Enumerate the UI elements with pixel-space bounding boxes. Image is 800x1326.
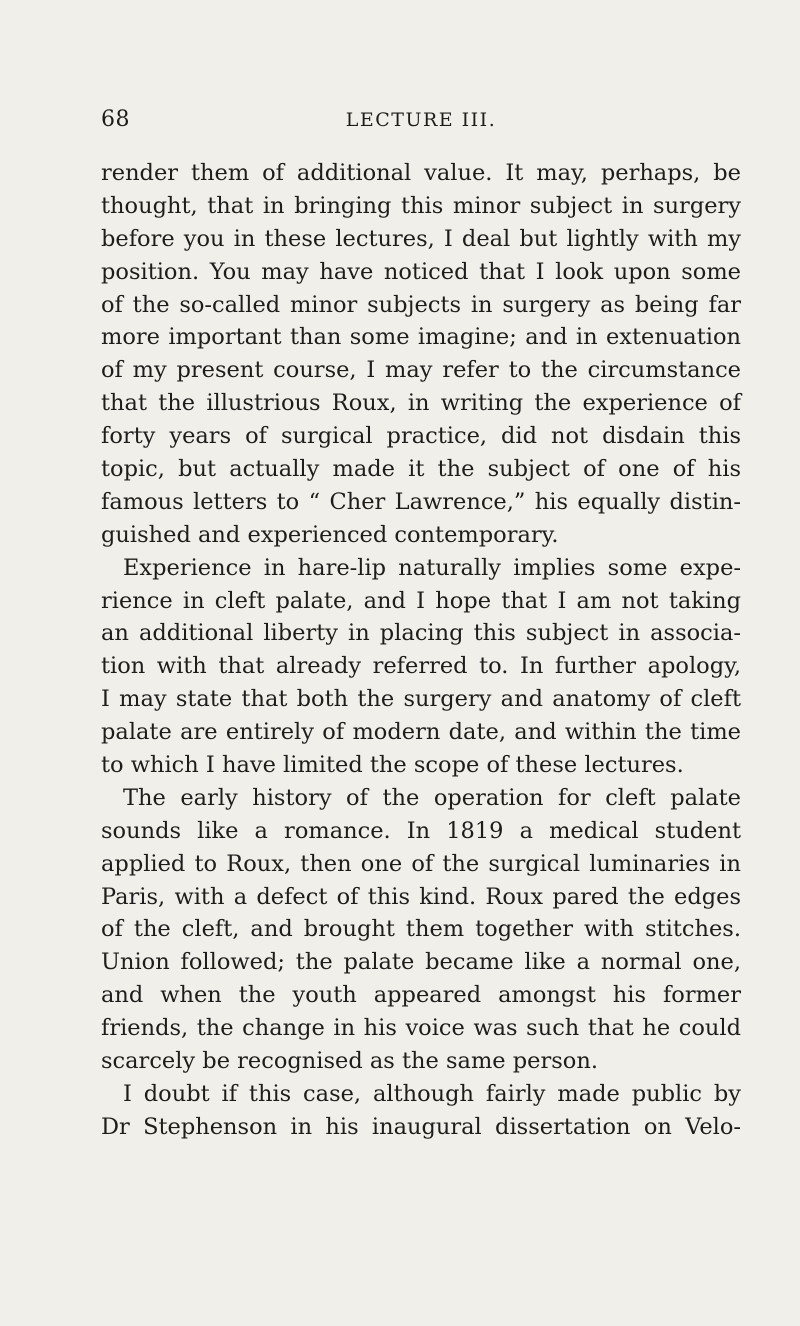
text-line: that the illustrious Roux, in writing the experience of <box>101 390 741 417</box>
text-line: Dr Stephenson in his inaugural dissertation on Velo- <box>101 1113 741 1140</box>
text-line: I may state that both the surgery and anatomy of cleft <box>101 686 741 713</box>
text-line: I doubt if this case, although fairly made public by <box>123 1080 741 1107</box>
body-text <box>101 157 741 1144</box>
text-line: position. You may have noticed that I look upon some <box>101 258 741 285</box>
text-line: forty years of surgical practice, did not disdain this <box>101 423 741 450</box>
text-line: scarcely be recognised as the same person. <box>101 1048 598 1075</box>
text-line: palate are entirely of modern date, and within the time <box>101 719 741 746</box>
text-line: Paris, with a defect of this kind. Roux pared the edges <box>101 883 741 910</box>
text-line: an additional liberty in placing this subject in associa- <box>101 620 741 647</box>
text-line: topic, but actually made it the subject of one of his <box>101 456 741 483</box>
text-line: The early history of the operation for cleft palate <box>123 784 741 811</box>
text-line: famous letters to “ Cher Lawrence,” his equally distin- <box>101 488 741 515</box>
text-line: of my present course, I may refer to the circumstance <box>101 357 741 384</box>
running-title: LECTURE III. <box>345 109 497 131</box>
text-line: tion with that already referred to. In further apology, <box>101 653 741 680</box>
text-line: rience in cleft palate, and I hope that I am not taking <box>101 587 741 614</box>
text-line: more important than some imagine; and in extenuation <box>101 324 741 351</box>
text-line: friends, the change in his voice was such that he could <box>101 1015 741 1042</box>
text-line: applied to Roux, then one of the surgical luminaries in <box>101 850 741 877</box>
page-number: 68 <box>101 107 130 132</box>
text-line: sounds like a romance. In 1819 a medical student <box>101 817 741 844</box>
text-line: guished and experienced contemporary. <box>101 521 559 548</box>
text-line: thought, that in bringing this minor subject in surgery <box>101 192 741 219</box>
text-line: of the cleft, and brought them together with stitches. <box>101 916 741 943</box>
text-line: of the so-called minor subjects in surgery as being far <box>101 291 741 318</box>
text-line: and when the youth appeared amongst his former <box>101 982 741 1009</box>
text-line: to which I have limited the scope of these lectures. <box>101 752 684 779</box>
text-line: Union followed; the palate became like a normal one, <box>101 949 741 976</box>
text-line: before you in these lectures, I deal but lightly with my <box>101 225 741 252</box>
page-header <box>101 103 741 137</box>
text-line: render them of additional value. It may, perhaps, be <box>101 160 741 186</box>
text-line: Experience in hare-lip naturally implies some expe- <box>123 554 741 581</box>
